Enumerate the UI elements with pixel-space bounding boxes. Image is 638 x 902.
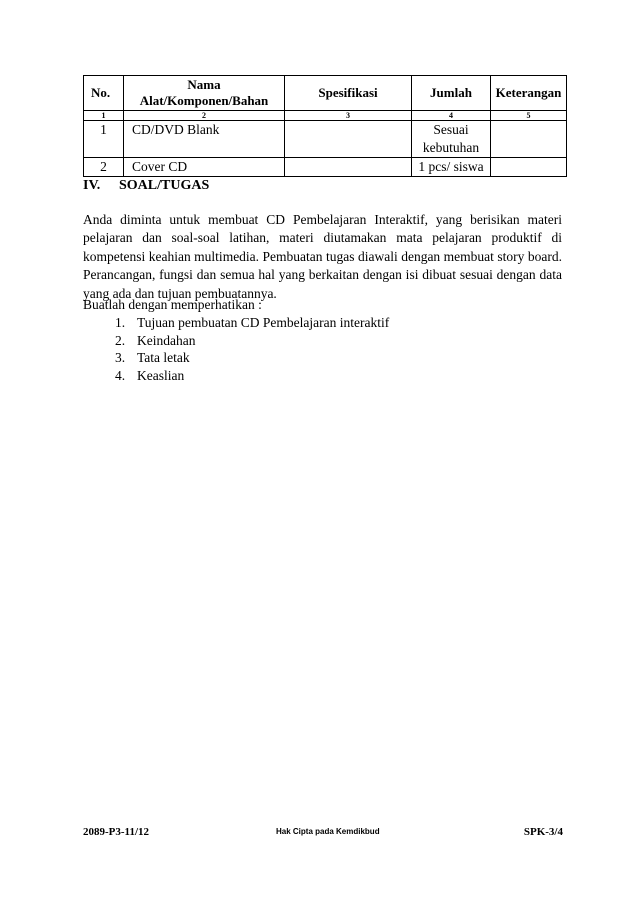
header-spesifikasi: Spesifikasi	[285, 76, 412, 111]
row-nama: Cover CD	[124, 158, 285, 177]
instruction-text: Buatlah dengan memperhatikan :	[83, 297, 262, 312]
table-row	[84, 158, 567, 177]
list-item-text: Keindahan	[137, 332, 196, 348]
footer-copyright: Hak Cipta pada Kemdikbud	[276, 827, 380, 836]
row-jumlah-line1: Sesuai	[433, 122, 469, 137]
row-jumlah-line1: 1 pcs/ siswa	[418, 159, 484, 174]
list-item-text: Tata letak	[137, 350, 190, 365]
footer-code: 2089-P3-11/12	[83, 826, 149, 838]
table-row	[84, 121, 567, 158]
list-item-number: 3.	[115, 350, 126, 365]
list-item-number: 2.	[115, 332, 126, 348]
row-jumlah-line2: kebutuhan	[422, 140, 480, 155]
row-no: 1	[84, 121, 124, 158]
header-keterangan: Keterangan	[491, 76, 567, 111]
criteria-list	[115, 314, 389, 384]
list-item-text: Keaslian	[137, 367, 185, 383]
header-nama-line2: Alat/Komponen/Bahan	[139, 93, 269, 108]
list-item-text: Tujuan pembuatan CD Pembelajaran interaktif	[137, 315, 390, 330]
section-title: SOAL/TUGAS	[119, 178, 210, 193]
page-footer	[83, 826, 563, 842]
column-number: 1	[84, 111, 124, 121]
list-item-number: 1.	[115, 315, 126, 330]
list-item	[115, 349, 389, 367]
row-jumlah	[412, 158, 491, 177]
header-nama-line1: Nama	[187, 77, 221, 92]
row-keterangan	[491, 158, 567, 177]
equipment-table	[83, 75, 567, 177]
list-item	[115, 314, 389, 332]
list-item	[115, 367, 389, 385]
list-item	[115, 332, 389, 350]
row-spesifikasi	[285, 121, 412, 158]
row-jumlah	[412, 121, 491, 158]
footer-page-number: SPK-3/4	[523, 826, 563, 838]
column-number: 3	[285, 111, 412, 121]
column-number: 4	[412, 111, 491, 121]
table-header-row	[84, 76, 567, 111]
column-number: 5	[491, 111, 567, 121]
row-no: 2	[84, 158, 124, 177]
section-number: IV.	[83, 178, 101, 193]
section-heading	[83, 178, 209, 194]
list-item-number: 4.	[115, 367, 126, 383]
column-number: 2	[124, 111, 285, 121]
row-keterangan	[491, 121, 567, 158]
row-spesifikasi	[285, 158, 412, 177]
task-paragraph: Anda diminta untuk membuat CD Pembelajaran Interaktif, yang berisikan materi pelajaran dan soal-soal latihan, materi diutamakan mata pelajaran produktif di kompetensi keahian multimedia. Pembuatan tugas diawali dengan membuat story board. Perancangan, fungsi dan semua hal yang berkaitan dengan isi dibuat sesuai dengan data yang ada dan tujuan pembuatannya.	[83, 212, 562, 301]
header-nama	[124, 76, 285, 111]
column-number-row	[84, 111, 567, 121]
header-jumlah: Jumlah	[412, 76, 491, 111]
row-nama: CD/DVD Blank	[124, 121, 285, 158]
header-no: No.	[84, 76, 124, 111]
